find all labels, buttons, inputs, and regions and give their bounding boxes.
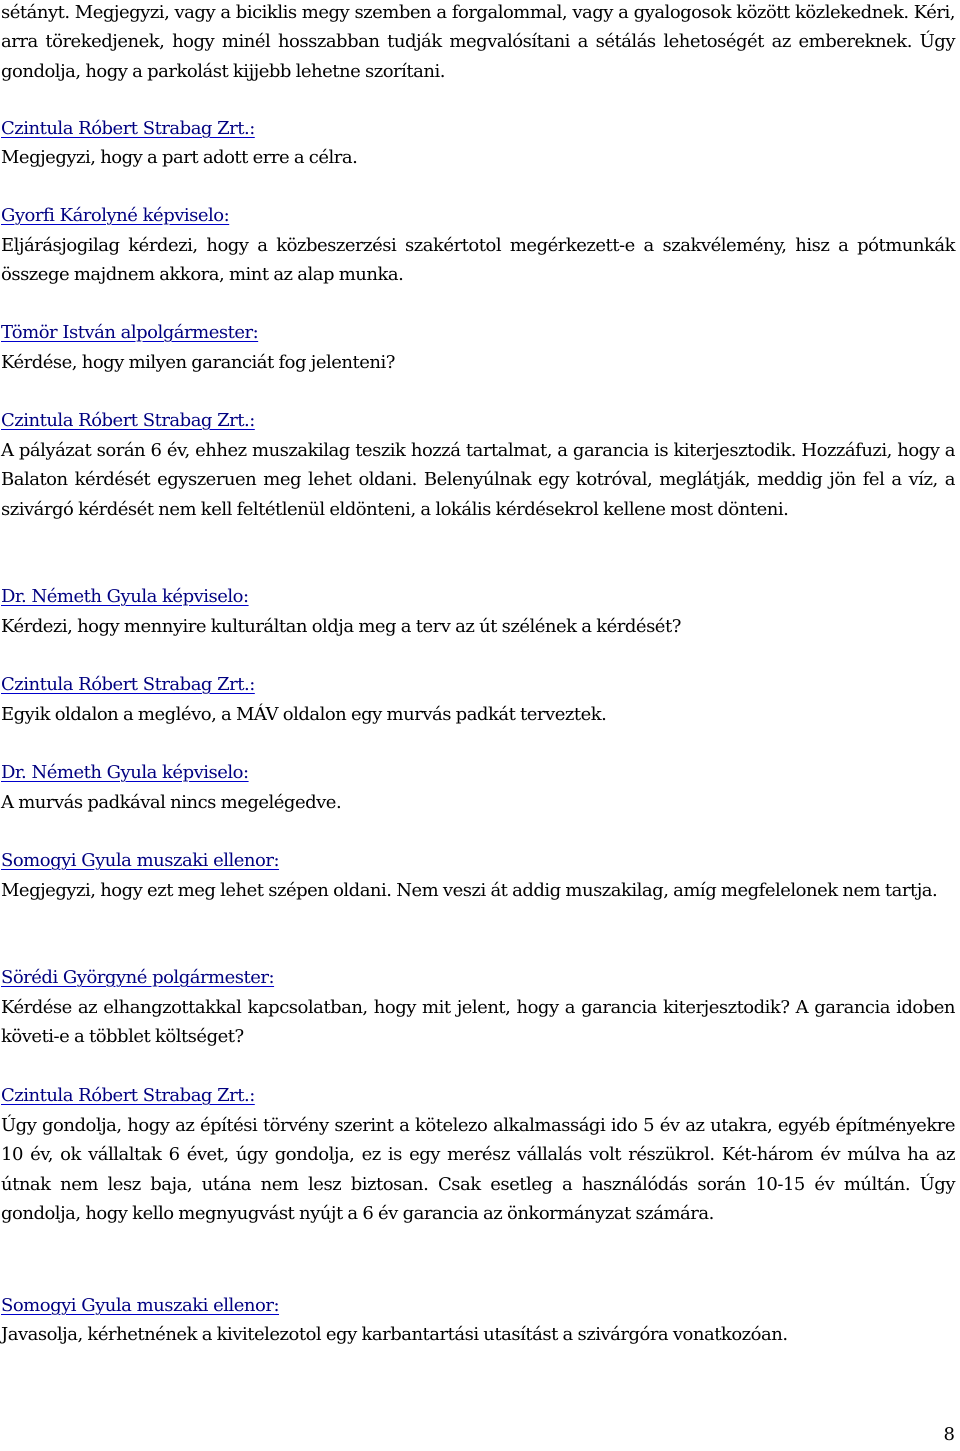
paragraph: Javasolja, kérhetnének a kivitelezotol egy karbantartási utasítást a szivárgóra vonatkozóan. (1, 1324, 788, 1345)
speaker-label: Czintula Róbert Strabag Zrt.: (1, 118, 255, 139)
speaker-label: Czintula Róbert Strabag Zrt.: (1, 410, 255, 431)
paragraph-intro: sétányt. Megjegyzi, vagy a biciklis megy szemben a forgalommal, vagy a gyalogosok között közlekednek. Kéri, arra törekedjenek, hogy minél hosszabban tudják megvalósítani a sétálás lehetoségét az embereknek. Úgy gondolja, hogy a parkolást kijjebb lehetne szorítani. (1, 2, 955, 82)
paragraph: Egyik oldalon a meglévo, a MÁV oldalon egy murvás padkát terveztek. (1, 704, 607, 725)
speaker-label: Sörédi Györgyné polgármester: (1, 967, 275, 988)
speaker-label: Dr. Németh Gyula képviselo: (1, 586, 249, 607)
speaker-label: Somogyi Gyula muszaki ellenor: (1, 1295, 280, 1316)
page-number: 8 (943, 1424, 955, 1445)
speaker-label: Dr. Németh Gyula képviselo: (1, 762, 249, 783)
paragraph: Kérdése, hogy milyen garanciát fog jelenteni? (1, 352, 395, 373)
paragraph: Megjegyzi, hogy ezt meg lehet szépen oldani. Nem veszi át addig muszakilag, amíg megfelelonek nem tartja. (1, 880, 938, 901)
speaker-label: Tömör István alpolgármester: (1, 322, 259, 343)
paragraph: A pályázat során 6 év, ehhez muszakilag teszik hozzá tartalmat, a garancia is kiterjesztodik. Hozzáfuzi, hogy a Balaton kérdését egyszeruen meg lehet oldani. Belenyúlnak egy kotróval, meglátják, meddig jön fel a víz, a szivárgó kérdését nem kell feltétlenül eldönteni, a lokális kérdésekrol kellene most dönteni. (1, 440, 955, 520)
paragraph: Megjegyzi, hogy a part adott erre a célra. (1, 147, 358, 168)
paragraph: Kérdése az elhangzottakkal kapcsolatban, hogy mit jelent, hogy a garancia kiterjesztodik? A garancia idoben követi-e a többlet költséget? (1, 997, 955, 1048)
speaker-label: Somogyi Gyula muszaki ellenor: (1, 850, 280, 871)
paragraph: A murvás padkával nincs megelégedve. (1, 792, 342, 813)
speaker-label: Czintula Róbert Strabag Zrt.: (1, 1085, 255, 1106)
paragraph: Kérdezi, hogy mennyire kulturáltan oldja meg a terv az út szélének a kérdését? (1, 616, 681, 637)
paragraph: Úgy gondolja, hogy az építési törvény szerint a kötelezo alkalmassági ido 5 év az utakra, egyéb építményekre 10 év, ok vállaltak 6 évet, úgy gondolja, ez is egy merész vállalás volt részükrol. Két-három év múlva ha az útnak nem lesz baja, utána nem lesz biztosan. Csak esetleg a használódás során 10-15 év múltán. Úgy gondolja, hogy kello megnyugvást nyújt a 6 év garancia az önkormányzat számára. (1, 1115, 955, 1225)
speaker-label: Czintula Róbert Strabag Zrt.: (1, 674, 255, 695)
paragraph: Eljárásjogilag kérdezi, hogy a közbeszerzési szakértotol megérkezett-e a szakvélemény, hisz a pótmunkák összege majdnem akkora, mint az alap munka. (1, 235, 955, 286)
speaker-label: Gyorfi Károlyné képviselo: (1, 205, 230, 226)
